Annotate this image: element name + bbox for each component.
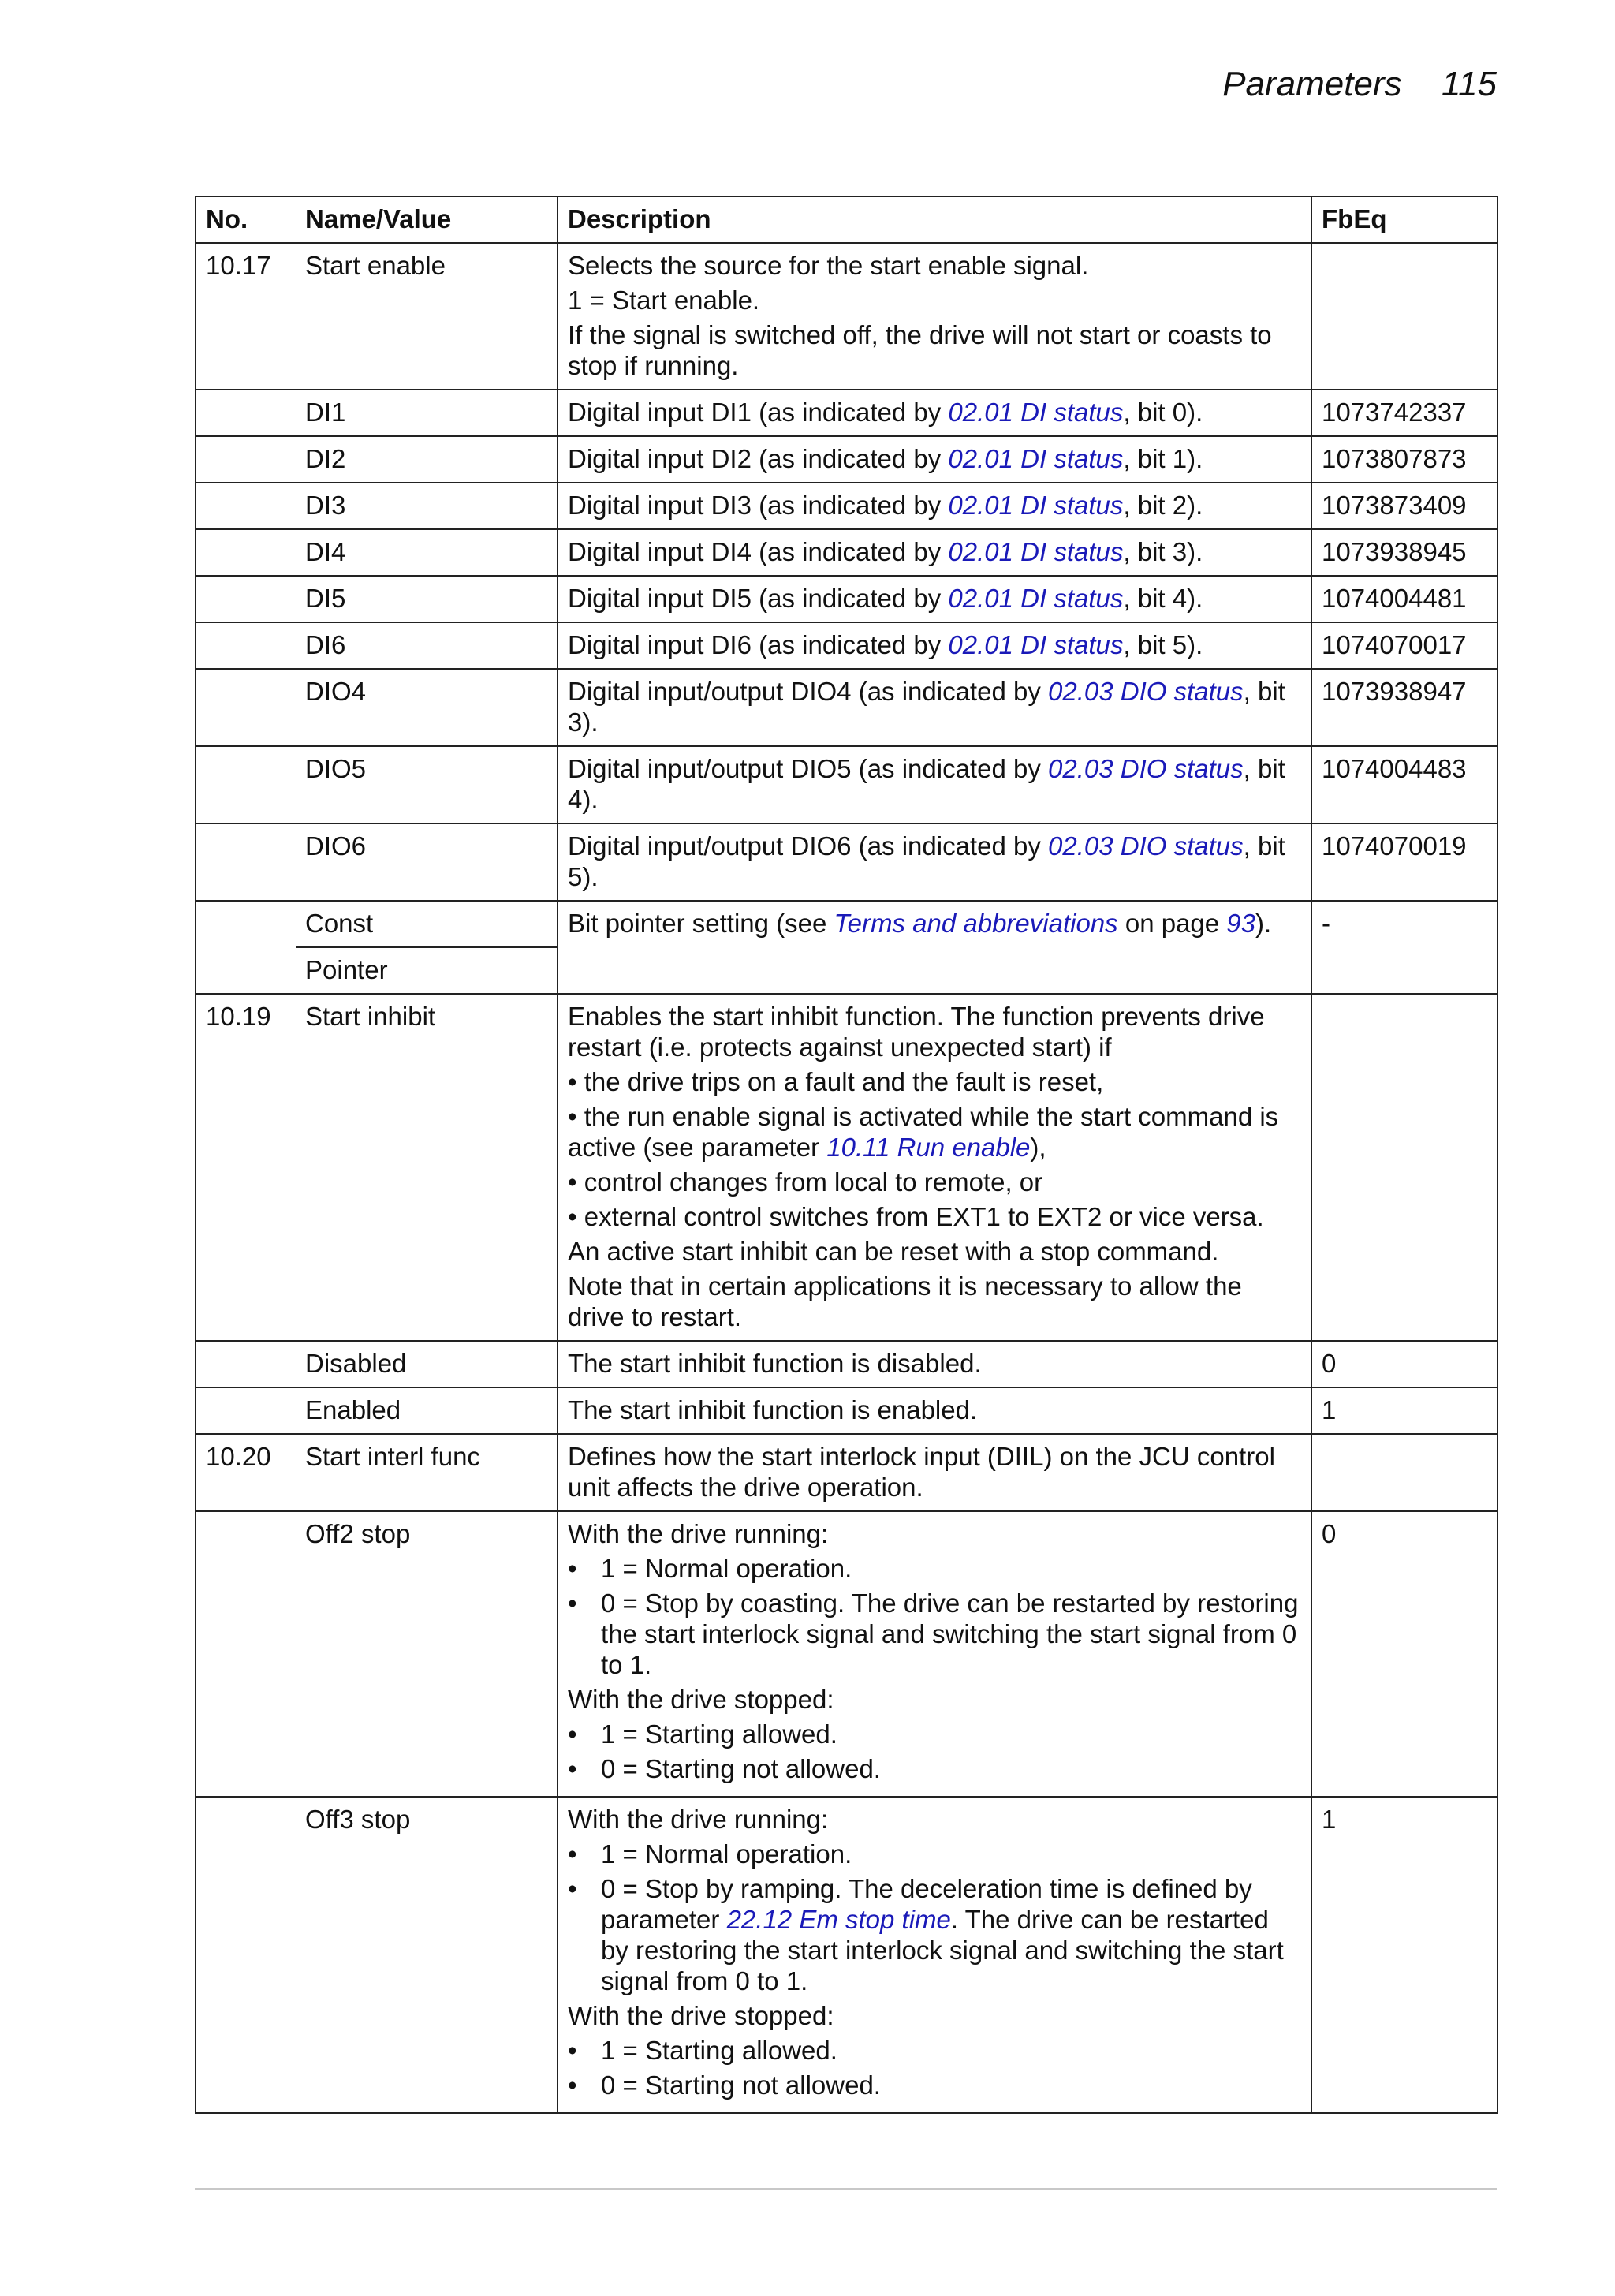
value-fbeq: 1073938947 xyxy=(1311,669,1498,746)
value-name: DI1 xyxy=(296,390,558,436)
table-row xyxy=(196,529,1498,576)
value-name: DI4 xyxy=(296,529,558,576)
value-fbeq: 1074004483 xyxy=(1311,746,1498,823)
description-line: If the signal is switched off, the drive will not start or coasts to stop if running. xyxy=(568,320,1272,380)
value-name: Const xyxy=(296,901,558,947)
param-number: 10.19 xyxy=(196,994,296,1341)
value-fbeq: 1073938945 xyxy=(1311,529,1498,576)
value-name: DI3 xyxy=(296,483,558,529)
param-link[interactable]: 10.11 Run enable xyxy=(826,1133,1031,1162)
param-description xyxy=(558,994,1311,1341)
value-description: Digital input DI1 (as indicated by 02.01 DI status, bit 0). xyxy=(558,390,1311,436)
bullet-item: • 0 = Stop by ramping. The deceleration time is defined by parameter 22.12 Em stop time. The drive can be restarted by restoring the start interlock signal and switching the start signal from 0 to 1. xyxy=(568,1874,1284,1995)
table-row xyxy=(196,436,1498,483)
value-name: Off2 stop xyxy=(296,1511,558,1797)
description-line: With the drive stopped: xyxy=(568,1685,834,1714)
value-fbeq: 1074070019 xyxy=(1311,823,1498,901)
page-title: Parameters xyxy=(1222,65,1402,103)
description-line: Selects the source for the start enable signal. xyxy=(568,251,1089,280)
param-fbeq xyxy=(1311,994,1498,1341)
table-row xyxy=(196,1797,1498,2113)
bullet-item: • 0 = Starting not allowed. xyxy=(568,2070,881,2100)
param-name: Start enable xyxy=(296,243,558,390)
description-line: • the drive trips on a fault and the fault is reset, xyxy=(568,1067,1104,1096)
bullet-item: • 0 = Starting not allowed. xyxy=(568,1754,881,1783)
bullet-item: • 1 = Normal operation. xyxy=(568,1554,852,1583)
table-row xyxy=(196,1511,1498,1797)
param-fbeq xyxy=(1311,243,1498,390)
value-fbeq: 1073742337 xyxy=(1311,390,1498,436)
table-row xyxy=(196,622,1498,669)
value-name: Off3 stop xyxy=(296,1797,558,2113)
description-line: Note that in certain applications it is necessary to allow the drive to restart. xyxy=(568,1271,1242,1331)
description-line: With the drive running: xyxy=(568,1519,829,1548)
value-description: The start inhibit function is enabled. xyxy=(558,1387,1311,1434)
value-name: DI2 xyxy=(296,436,558,483)
value-description xyxy=(558,1797,1311,2113)
value-description: Digital input/output DIO4 (as indicated by 02.03 DIO status, bit 3). xyxy=(558,669,1311,746)
value-fbeq: 1 xyxy=(1311,1387,1498,1434)
value-description: Digital input/output DIO5 (as indicated by 02.03 DIO status, bit 4). xyxy=(558,746,1311,823)
param-link[interactable]: 02.03 DIO status xyxy=(1048,677,1244,706)
description-line: With the drive stopped: xyxy=(568,2001,834,2030)
bullet-item: • 0 = Stop by coasting. The drive can be restarted by restoring the start interlock signal and switching the start signal from 0 to 1. xyxy=(568,1589,1299,1679)
value-name: DI5 xyxy=(296,576,558,622)
table-row xyxy=(196,901,1498,947)
table-row xyxy=(196,1387,1498,1434)
table-row xyxy=(196,1341,1498,1387)
param-number: 10.20 xyxy=(196,1434,296,1511)
param-link[interactable]: 02.01 DI status xyxy=(948,444,1124,473)
value-name: DIO5 xyxy=(296,746,558,823)
section-link[interactable]: Terms and abbreviations xyxy=(834,909,1118,938)
param-name: Start inhibit xyxy=(296,994,558,1341)
table-row xyxy=(196,576,1498,622)
value-description: Digital input DI4 (as indicated by 02.01 DI status, bit 3). xyxy=(558,529,1311,576)
value-name: Enabled xyxy=(296,1387,558,1434)
table-row xyxy=(196,994,1498,1341)
bullet-item: • 1 = Starting allowed. xyxy=(568,2036,837,2065)
value-description: Digital input DI6 (as indicated by 02.01 DI status, bit 5). xyxy=(558,622,1311,669)
param-link[interactable]: 02.01 DI status xyxy=(948,398,1124,427)
value-fbeq: 1 xyxy=(1311,1797,1498,2113)
param-description xyxy=(558,243,1311,390)
column-header-name: Name/Value xyxy=(296,196,558,243)
value-description xyxy=(558,1511,1311,1797)
value-name: DIO6 xyxy=(296,823,558,901)
value-description: Digital input/output DIO6 (as indicated by 02.03 DIO status, bit 5). xyxy=(558,823,1311,901)
param-link[interactable]: 02.01 DI status xyxy=(948,491,1124,520)
parameter-table xyxy=(195,196,1498,2114)
description-line: Enables the start inhibit function. The function prevents drive restart (i.e. protects against unexpected start) if xyxy=(568,1002,1265,1062)
value-description: Digital input DI5 (as indicated by 02.01 DI status, bit 4). xyxy=(558,576,1311,622)
value-fbeq: 0 xyxy=(1311,1341,1498,1387)
value-fbeq: 1073873409 xyxy=(1311,483,1498,529)
description-line: An active start inhibit can be reset with a stop command. xyxy=(568,1237,1219,1266)
param-number: 10.17 xyxy=(196,243,296,390)
param-description: Defines how the start interlock input (DIIL) on the JCU control unit affects the drive operation. xyxy=(558,1434,1311,1511)
value-description: The start inhibit function is disabled. xyxy=(558,1341,1311,1387)
bullet-item: • 1 = Starting allowed. xyxy=(568,1719,837,1749)
value-name: DIO4 xyxy=(296,669,558,746)
page-header xyxy=(1222,65,1497,104)
table-row xyxy=(196,390,1498,436)
column-header-no: No. xyxy=(196,196,296,243)
value-name: DI6 xyxy=(296,622,558,669)
table-row xyxy=(196,669,1498,746)
page-link[interactable]: 93 xyxy=(1226,909,1256,938)
table-header-row xyxy=(196,196,1498,243)
value-description: Digital input DI2 (as indicated by 02.01 DI status, bit 1). xyxy=(558,436,1311,483)
table-row xyxy=(196,243,1498,390)
description-line: • control changes from local to remote, or xyxy=(568,1167,1043,1197)
param-link[interactable]: 02.03 DIO status xyxy=(1048,831,1244,861)
value-fbeq: - xyxy=(1311,901,1498,994)
param-link[interactable]: 02.01 DI status xyxy=(948,537,1124,566)
table-row xyxy=(196,823,1498,901)
value-fbeq: 1073807873 xyxy=(1311,436,1498,483)
column-header-description: Description xyxy=(558,196,1311,243)
value-fbeq: 1074004481 xyxy=(1311,576,1498,622)
param-name: Start interl func xyxy=(296,1434,558,1511)
description-line: • external control switches from EXT1 to EXT2 or vice versa. xyxy=(568,1202,1264,1231)
value-fbeq: 1074070017 xyxy=(1311,622,1498,669)
description-line: • the run enable signal is activated while the start command is active (see parameter 10.11 Run enable), xyxy=(568,1102,1279,1162)
footer-rule xyxy=(195,2188,1497,2190)
param-fbeq xyxy=(1311,1434,1498,1511)
description-line: 1 = Start enable. xyxy=(568,286,760,315)
value-description: Digital input DI3 (as indicated by 02.01 DI status, bit 2). xyxy=(558,483,1311,529)
table-row xyxy=(196,483,1498,529)
bullet-item: • 1 = Normal operation. xyxy=(568,1839,852,1869)
param-link[interactable]: 02.01 DI status xyxy=(948,630,1124,659)
value-fbeq: 0 xyxy=(1311,1511,1498,1797)
table-row xyxy=(196,1434,1498,1511)
param-link[interactable]: 22.12 Em stop time xyxy=(726,1905,951,1934)
param-link[interactable]: 02.03 DIO status xyxy=(1048,754,1244,783)
value-name: Disabled xyxy=(296,1341,558,1387)
param-link[interactable]: 02.01 DI status xyxy=(948,584,1124,613)
value-name: Pointer xyxy=(296,947,558,994)
value-description: Bit pointer setting (see Terms and abbreviations on page 93). xyxy=(558,901,1311,994)
page-number: 115 xyxy=(1441,65,1497,103)
table-row xyxy=(196,746,1498,823)
column-header-fbeq: FbEq xyxy=(1311,196,1498,243)
description-line: With the drive running: xyxy=(568,1805,829,1834)
